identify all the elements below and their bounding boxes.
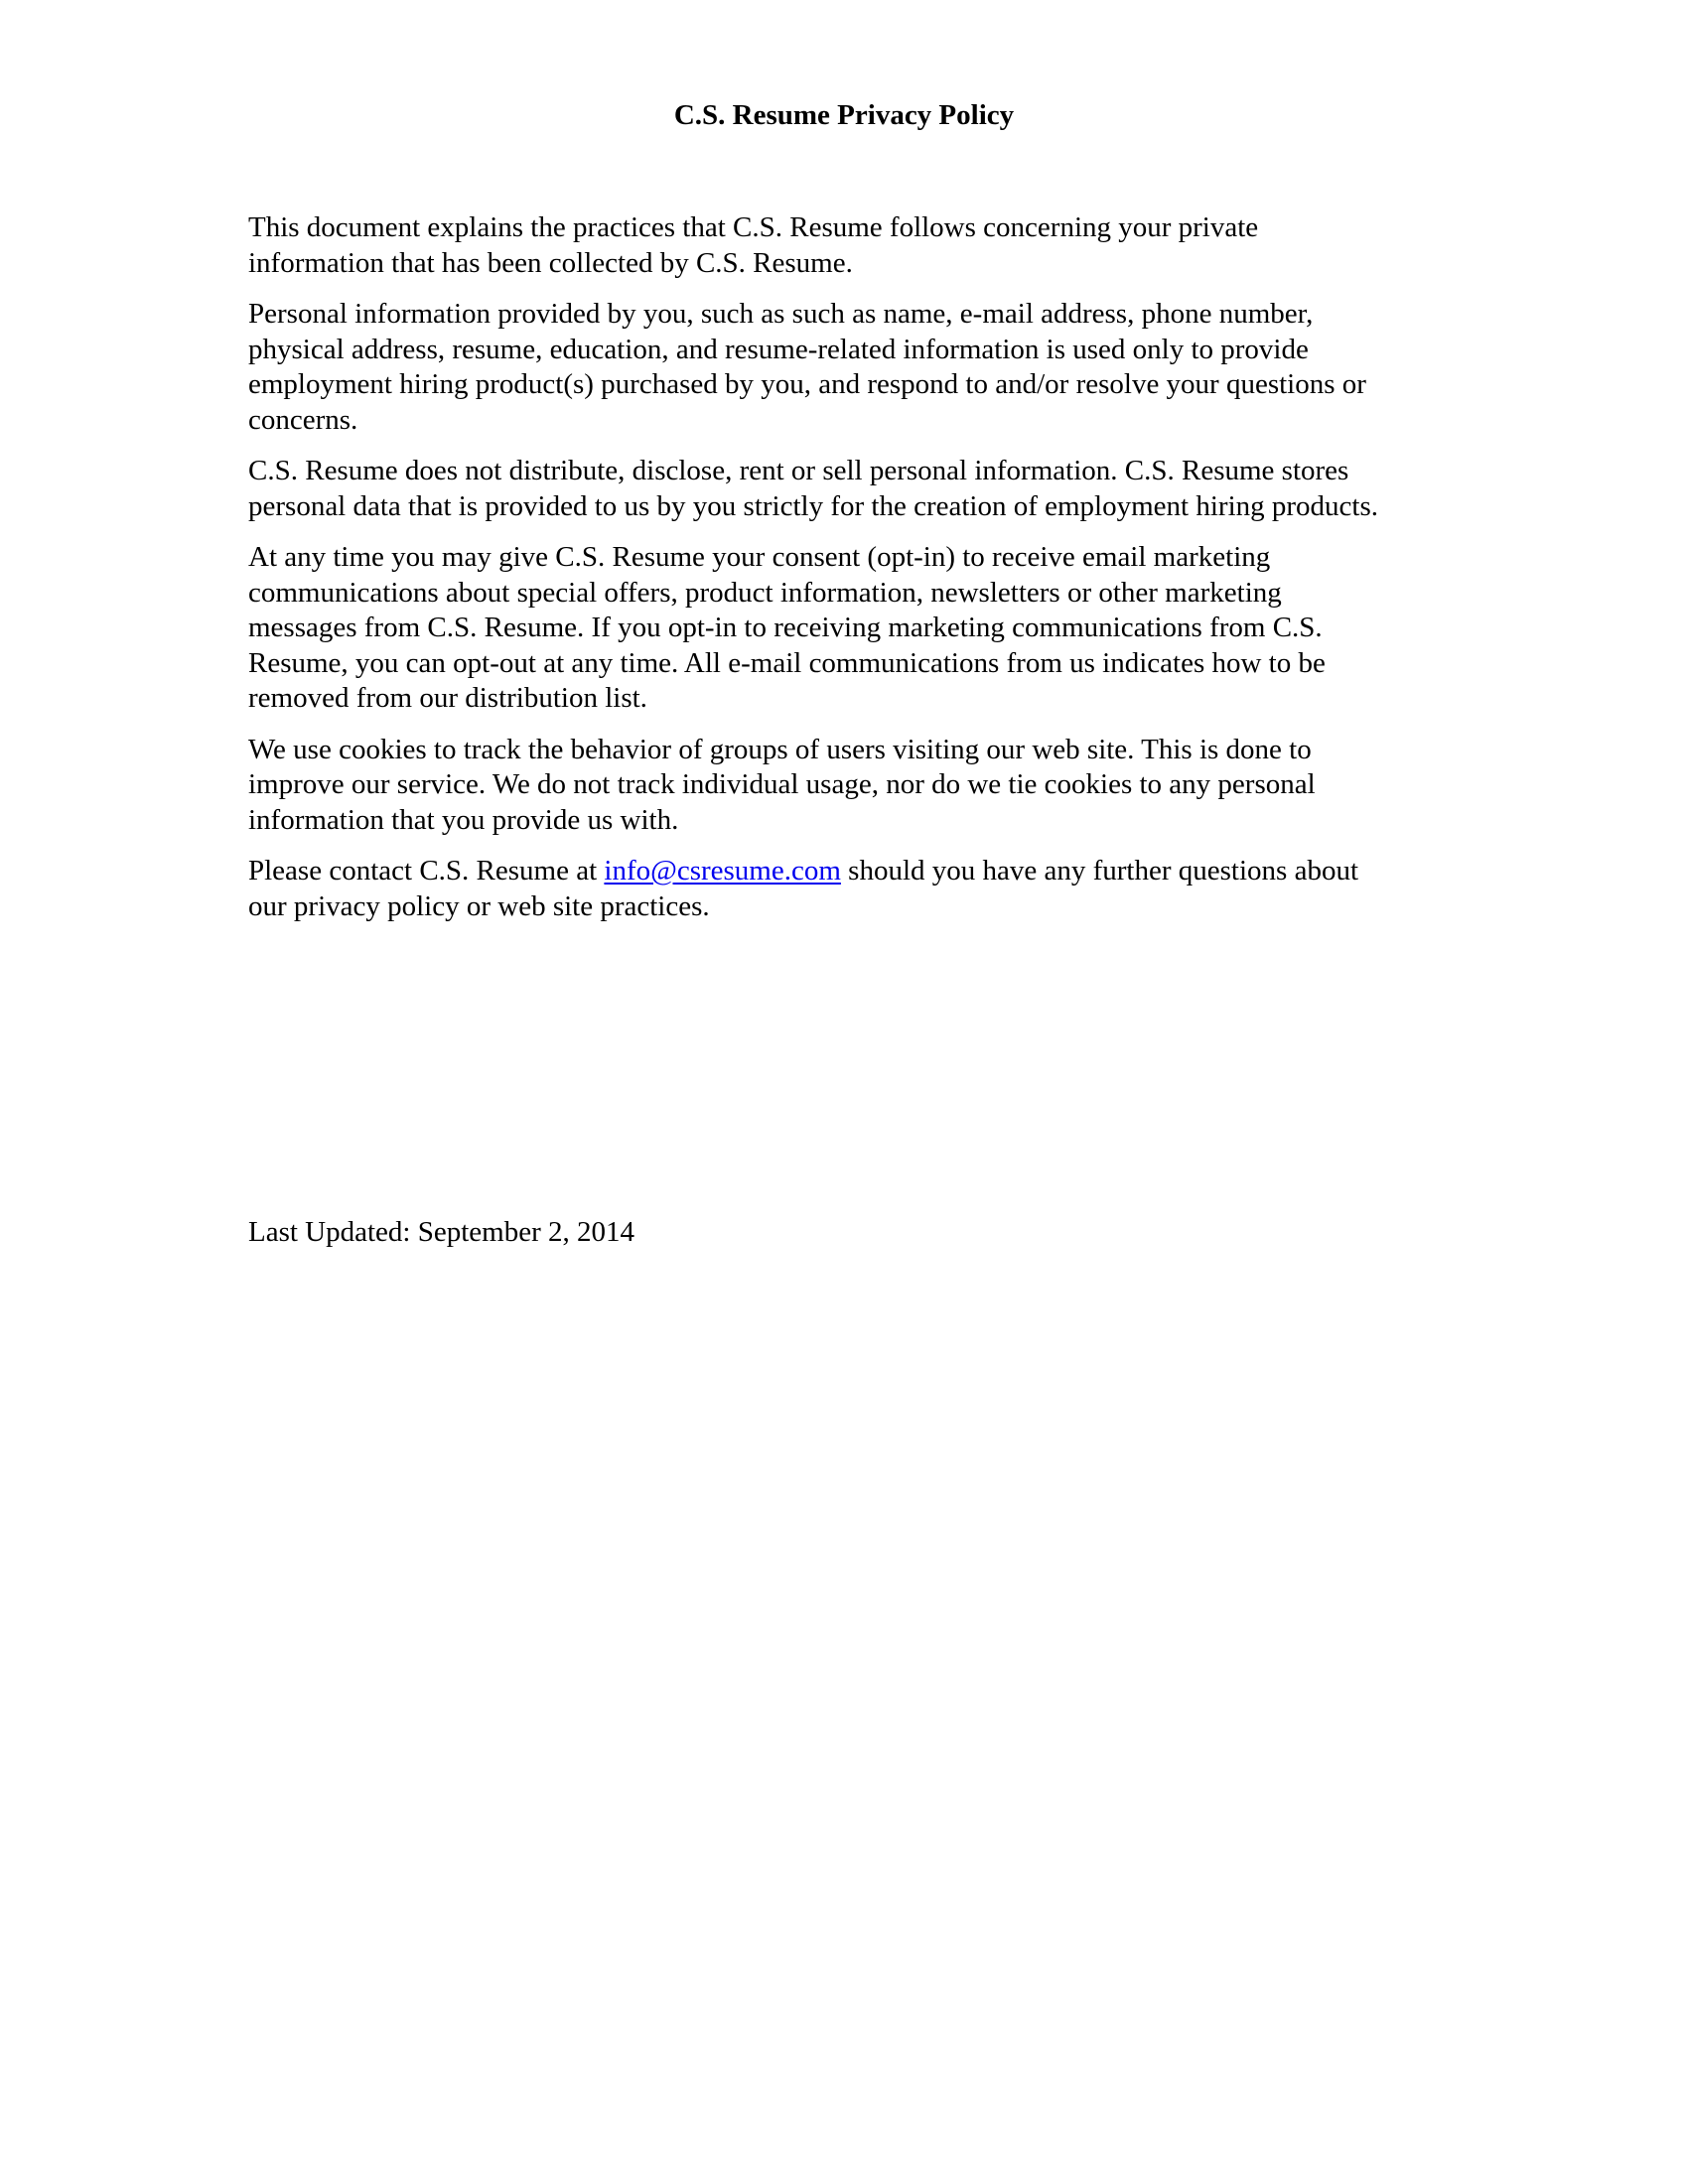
paragraph-personal-information [248,297,1460,438]
paragraph-line: At any time you may give C.S. Resume your consent (opt-in) to receive email marketing [248,541,1271,573]
paragraph-line: personal data that is provided to us by you strictly for the creation of employment hiring products. [248,489,1378,522]
paragraph-line: communications about special offers, product information, newsletters or other marketing [248,576,1282,609]
paragraph-line: information that has been collected by C.S. Resume. [248,246,853,279]
last-updated: Last Updated: September 2, 2014 [248,1216,634,1248]
email-link[interactable]: info@csresume.com [604,855,841,887]
contact-text-after: should you have any further questions about [840,855,1358,887]
paragraph-line: Resume, you can opt-out at any time. All e-mail communications from us indicates how to be [248,646,1326,679]
paragraph-line: removed from our distribution list. [248,682,647,714]
paragraph-line: physical address, resume, education, and resume-related information is used only to provide [248,333,1309,365]
paragraph-contact [248,854,1460,924]
paragraph-intro [248,210,1460,281]
paragraph-line: This document explains the practices that C.S. Resume follows concerning your private [248,211,1259,243]
contact-text-before: Please contact C.S. Resume at [248,855,605,887]
paragraph-line: information that you provide us with. [248,803,679,836]
policy-body [248,210,1460,940]
paragraph-line: concerns. [248,403,358,436]
paragraph-line: messages from C.S. Resume. If you opt-in to receiving marketing communications from C.S. [248,612,1323,643]
paragraph-line: our privacy policy or web site practices. [248,889,710,922]
contact-line [248,854,1460,889]
paragraph-line: C.S. Resume does not distribute, disclose, rent or sell personal information. C.S. Resume stores [248,455,1349,486]
page-title: C.S. Resume Privacy Policy [673,99,1015,131]
paragraph-marketing-consent [248,540,1460,717]
paragraph-cookies [248,733,1460,839]
paragraph-distribution [248,454,1460,524]
paragraph-line: We use cookies to track the behavior of groups of users visiting our web site. This is done to [248,733,1312,765]
paragraph-line: Personal information provided by you, such as such as name, e-mail address, phone number, [248,298,1314,330]
paragraph-line: employment hiring product(s) purchased by you, and respond to and/or resolve your questions or [248,368,1366,400]
paragraph-line: improve our service. We do not track individual usage, nor do we tie cookies to any personal [248,768,1316,800]
